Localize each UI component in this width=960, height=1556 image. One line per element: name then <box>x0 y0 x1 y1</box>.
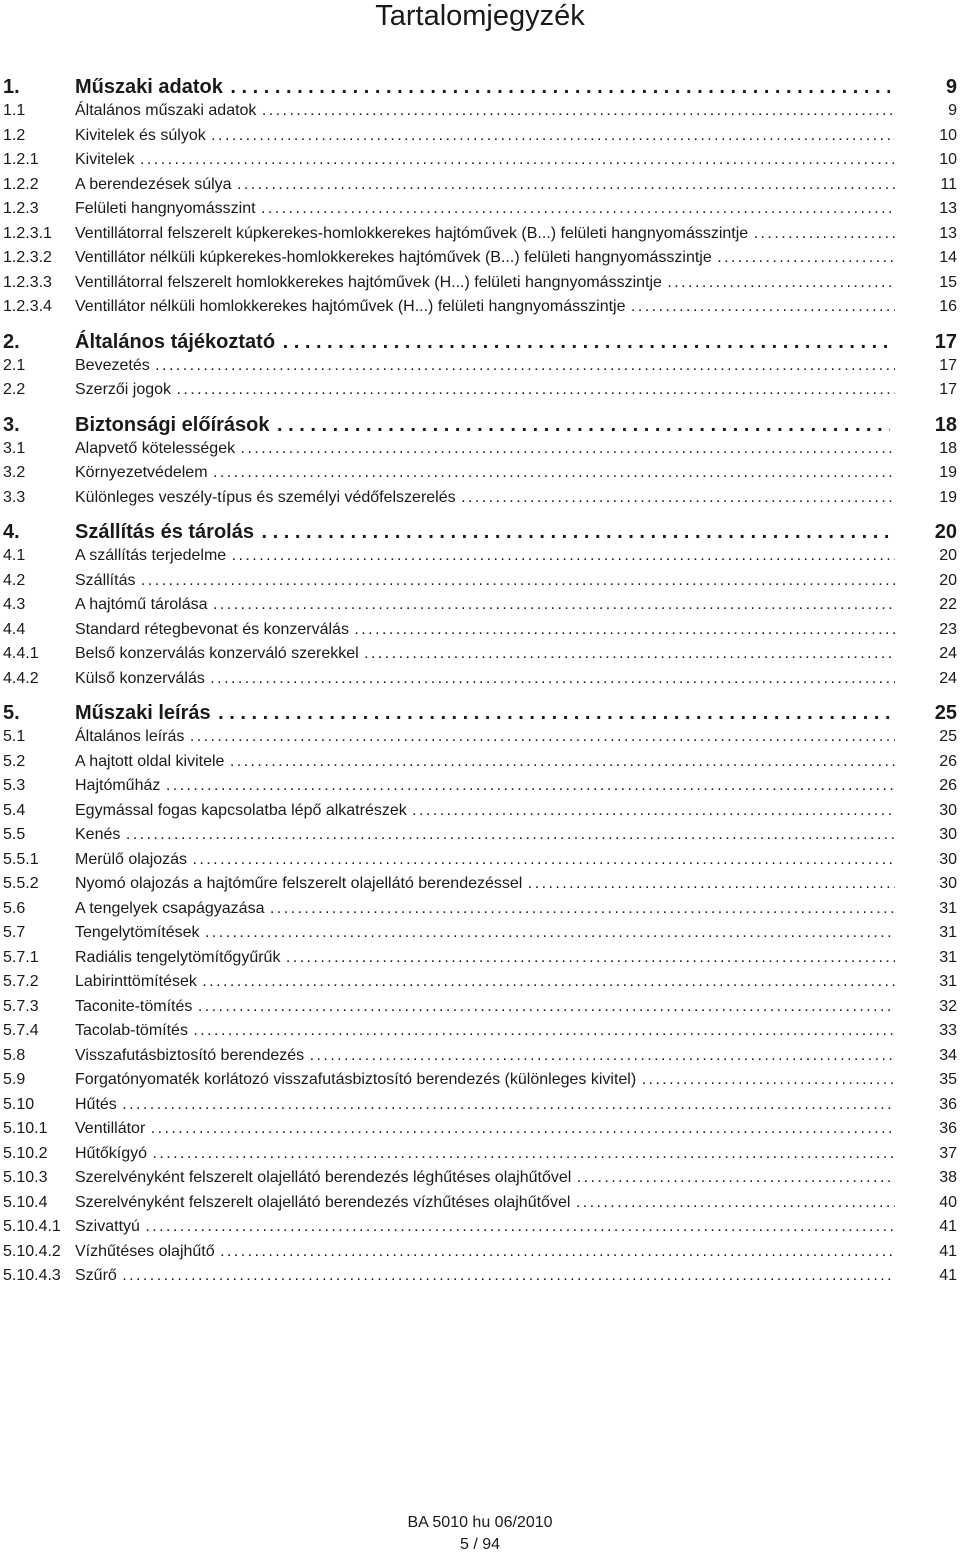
toc-number: 5.10.1 <box>3 1120 48 1137</box>
toc-number: 5.7.4 <box>3 1022 39 1039</box>
toc-entry[interactable] <box>0 487 960 509</box>
toc-title: Kivitelek és súlyok <box>75 126 206 144</box>
toc-leader <box>75 824 895 846</box>
toc-leader <box>75 800 895 822</box>
toc-page-number: 17 <box>934 330 957 353</box>
toc-leader <box>75 1118 895 1140</box>
toc-number: 4.1 <box>3 547 26 564</box>
toc-title: A berendezések súlya <box>75 175 232 193</box>
page-title: Tartalomjegyzék <box>375 0 585 32</box>
toc-number: 5.10.4 <box>3 1193 48 1211</box>
toc-leader <box>75 438 895 460</box>
toc-entry[interactable] <box>0 800 960 822</box>
toc-number: 3.2 <box>3 464 26 481</box>
toc-entry[interactable] <box>0 1045 960 1067</box>
toc-title: Egymással fogas kapcsolatba lépő alkatrészek <box>75 801 407 819</box>
toc-entry[interactable] <box>0 149 960 171</box>
toc-leader <box>75 1192 895 1214</box>
toc-entry[interactable] <box>0 1241 960 1263</box>
toc-entry[interactable] <box>0 1265 960 1287</box>
toc-number: 5.10.4.1 <box>3 1218 61 1235</box>
toc-title: A szállítás terjedelme <box>75 547 227 564</box>
toc-page-number: 26 <box>939 752 957 770</box>
toc-leader <box>75 751 895 773</box>
toc-page-number: 31 <box>939 924 957 941</box>
toc-entry[interactable] <box>0 1192 960 1214</box>
toc-entry[interactable] <box>0 379 960 401</box>
toc-page-number: 19 <box>939 464 957 481</box>
toc-leader <box>75 700 890 726</box>
toc-title: Alapvető kötelességek <box>75 439 236 457</box>
toc-number: 4.4.2 <box>3 669 39 687</box>
toc-page-number: 17 <box>939 381 957 398</box>
toc-leader <box>75 726 895 748</box>
toc-leader <box>75 545 895 567</box>
toc-page-number: 20 <box>939 571 957 589</box>
toc-leader <box>75 100 895 122</box>
toc-entry[interactable] <box>0 668 960 690</box>
toc-number: 5.4 <box>3 801 26 819</box>
toc-entry[interactable] <box>0 1118 960 1140</box>
toc-number: 5.10 <box>3 1095 35 1113</box>
toc-page-number: 31 <box>939 948 957 966</box>
toc-leader <box>75 1045 895 1067</box>
toc-title: Szállítás és tárolás <box>75 521 254 543</box>
toc-title: Szerzői jogok <box>75 381 172 398</box>
toc-entry[interactable] <box>0 174 960 196</box>
toc-leader <box>75 668 895 690</box>
toc-entry[interactable] <box>0 1143 960 1165</box>
toc-entry[interactable] <box>0 125 960 147</box>
toc-title: Szerelvényként felszerelt olajellátó berendezés vízhűtéses olajhűtővel <box>75 1193 571 1211</box>
toc-page-number: 9 <box>945 76 957 98</box>
toc-number: 5.3 <box>3 777 26 794</box>
toc-title: Hűtés <box>75 1095 117 1113</box>
toc-page-number: 33 <box>939 1022 957 1039</box>
toc-number: 5.1 <box>3 728 26 745</box>
toc-leader <box>75 971 895 993</box>
toc-leader <box>75 898 895 920</box>
toc-entry[interactable] <box>0 619 960 641</box>
toc-page-number: 36 <box>939 1120 957 1137</box>
toc-title: Forgatónyomaték korlátozó visszafutásbiztosító berendezés (különleges kivitel) <box>75 1071 637 1088</box>
toc-leader <box>75 519 890 545</box>
toc-entry[interactable] <box>0 355 960 377</box>
toc-page-number: 25 <box>939 728 957 745</box>
toc-number: 5.6 <box>3 899 26 917</box>
toc-leader <box>75 1241 895 1263</box>
toc-entry[interactable] <box>0 922 960 944</box>
toc-number: 5.2 <box>3 752 26 770</box>
toc-page-number: 40 <box>939 1193 957 1211</box>
toc-leader <box>75 379 895 401</box>
toc-leader <box>75 873 895 895</box>
toc-leader <box>75 247 895 269</box>
toc-title: Felületi hangnyomásszint <box>75 200 256 217</box>
toc-leader <box>75 174 895 196</box>
toc-leader <box>75 412 890 438</box>
toc-entry[interactable] <box>0 751 960 773</box>
toc-number: 5.5.1 <box>3 850 39 868</box>
toc-title: Radiális tengelytömítőgyűrűk <box>75 948 281 966</box>
toc-title: A tengelyek csapágyazása <box>75 899 265 917</box>
toc-title: A hajtott oldal kivitele <box>75 752 225 770</box>
toc-number: 5.10.2 <box>3 1144 48 1162</box>
toc-page-number: 31 <box>939 899 957 917</box>
toc-page-number: 26 <box>939 777 957 794</box>
toc-number: 1.2.3 <box>3 200 39 217</box>
toc-page-number: 20 <box>934 521 957 543</box>
toc-leader <box>75 296 895 318</box>
toc-number: 5.7.2 <box>3 973 39 990</box>
toc-entry[interactable] <box>0 1094 960 1116</box>
toc-number: 5.10.4.3 <box>3 1267 61 1284</box>
toc-page-number: 19 <box>939 488 957 506</box>
toc-chapter[interactable] <box>0 329 960 355</box>
toc-number: 5.5.2 <box>3 875 39 892</box>
toc-leader <box>75 487 895 509</box>
toc-entry[interactable] <box>0 643 960 665</box>
toc-entry[interactable] <box>0 947 960 969</box>
toc-title: Vízhűtéses olajhűtő <box>75 1242 215 1260</box>
toc-page-number: 34 <box>939 1046 957 1064</box>
toc-page-number: 23 <box>939 620 957 638</box>
toc-page-number: 10 <box>939 151 957 168</box>
toc-entry[interactable] <box>0 272 960 294</box>
toc-entry[interactable] <box>0 1020 960 1042</box>
toc-leader <box>75 947 895 969</box>
toc-page-number: 30 <box>939 875 957 892</box>
toc-leader <box>75 775 895 797</box>
toc-number: 1.2.3.1 <box>3 224 52 242</box>
toc-chapter[interactable] <box>0 519 960 545</box>
toc-number: 1.2.3.4 <box>3 298 52 315</box>
toc-chapter[interactable] <box>0 412 960 438</box>
toc-entry[interactable] <box>0 1167 960 1189</box>
toc-page-number: 13 <box>939 224 957 242</box>
toc-title: Külső konzerválás <box>75 669 205 687</box>
toc-title: Ventillátor nélküli kúpkerekes-homlokkerekes hajtóművek (B...) felületi hangnyomásszintje <box>75 249 712 266</box>
toc-page-number: 38 <box>939 1169 957 1186</box>
toc-page-number: 15 <box>939 273 957 291</box>
toc-number: 5.7.3 <box>3 997 39 1015</box>
toc-title: Standard rétegbevonat és konzerválás <box>75 620 349 638</box>
toc-number: 4.4.1 <box>3 645 39 662</box>
toc-chapter[interactable] <box>0 700 960 726</box>
toc-number: 5.9 <box>3 1071 26 1088</box>
toc-chapter[interactable] <box>0 74 960 100</box>
toc-number: 5.5 <box>3 826 26 843</box>
toc-entry[interactable] <box>0 726 960 748</box>
toc-title: Általános leírás <box>75 728 185 745</box>
toc-title: Tacolab-tömítés <box>75 1022 188 1039</box>
toc-number: 5. <box>3 702 20 724</box>
toc-page-number: 30 <box>939 826 957 843</box>
toc-number: 1.2.3.3 <box>3 273 52 291</box>
toc-title: Taconite-tömítés <box>75 997 193 1015</box>
toc-entry[interactable] <box>0 223 960 245</box>
toc-title: Ventillátor nélküli homlokkerekes hajtóművek (H...) felületi hangnyomásszintje <box>75 298 626 315</box>
toc-page-number: 41 <box>939 1267 957 1284</box>
toc-title: Hűtőkígyó <box>75 1144 148 1162</box>
toc-title: Különleges veszély-típus és személyi védőfelszerelés <box>75 488 456 506</box>
toc-leader <box>75 74 890 100</box>
toc-page-number: 18 <box>939 439 957 457</box>
toc-page-number: 17 <box>939 356 957 374</box>
toc-page-number: 30 <box>939 801 957 819</box>
toc-entry[interactable] <box>0 545 960 567</box>
toc-number: 3. <box>3 413 20 436</box>
toc-leader <box>75 996 895 1018</box>
toc-page-number: 13 <box>939 200 957 217</box>
toc-leader <box>75 198 895 220</box>
toc-page-number: 9 <box>948 102 957 119</box>
toc-leader <box>75 223 895 245</box>
toc-title: Belső konzerválás konzerváló szerekkel <box>75 645 359 662</box>
toc-number: 1. <box>3 76 20 98</box>
toc-entry[interactable] <box>0 898 960 920</box>
toc-title: Szivattyú <box>75 1218 140 1235</box>
toc-leader <box>75 1216 895 1238</box>
toc-page-number: 25 <box>934 702 957 724</box>
toc-page-number: 35 <box>939 1071 957 1088</box>
toc-number: 1.1 <box>3 102 26 119</box>
toc-number: 5.8 <box>3 1046 26 1064</box>
toc-number: 2. <box>3 330 20 353</box>
toc-title: Környezetvédelem <box>75 464 208 481</box>
toc-entry[interactable] <box>0 100 960 122</box>
toc-page-number: 41 <box>939 1218 957 1235</box>
toc-leader <box>75 1020 895 1042</box>
toc-title: Ventillátor <box>75 1120 146 1137</box>
toc-title: Szállítás <box>75 571 136 589</box>
toc-leader <box>75 619 895 641</box>
toc-number: 5.10.4.2 <box>3 1242 61 1260</box>
toc-title: Kivitelek <box>75 151 135 168</box>
toc-number: 5.7.1 <box>3 948 39 966</box>
toc-number: 3.3 <box>3 488 26 506</box>
toc-leader <box>75 329 890 355</box>
toc-entry[interactable] <box>0 849 960 871</box>
toc-leader <box>75 1069 895 1091</box>
toc-leader <box>75 1143 895 1165</box>
toc-leader <box>75 849 895 871</box>
toc-entry[interactable] <box>0 462 960 484</box>
toc-title: Kenés <box>75 826 121 843</box>
toc-title: Tengelytömítések <box>75 924 200 941</box>
toc-number: 1.2.3.2 <box>3 249 52 266</box>
toc-entry[interactable] <box>0 1216 960 1238</box>
toc-title: Labirinttömítések <box>75 973 197 990</box>
toc-entry[interactable] <box>0 594 960 616</box>
toc-page-number: 20 <box>939 547 957 564</box>
toc-entry[interactable] <box>0 438 960 460</box>
toc-entry[interactable] <box>0 570 960 592</box>
toc-page-number: 10 <box>939 126 957 144</box>
toc-page-number: 24 <box>939 645 957 662</box>
toc-page-number: 24 <box>939 669 957 687</box>
toc-title: Általános műszaki adatok <box>75 102 257 119</box>
toc-title: Műszaki leírás <box>75 702 211 724</box>
toc-page-number: 31 <box>939 973 957 990</box>
toc-leader <box>75 272 895 294</box>
toc-title: Biztonsági előírások <box>75 413 270 436</box>
toc-number: 1.2 <box>3 126 26 144</box>
toc-number: 2.1 <box>3 356 26 374</box>
toc-title: Visszafutásbiztosító berendezés <box>75 1046 305 1064</box>
toc-entry[interactable] <box>0 996 960 1018</box>
toc-entry[interactable] <box>0 1069 960 1091</box>
toc-leader <box>75 355 895 377</box>
toc-page-number: 16 <box>939 298 957 315</box>
toc-entry[interactable] <box>0 824 960 846</box>
toc-number: 4.4 <box>3 620 26 638</box>
toc-leader <box>75 1265 895 1287</box>
toc-page-number: 14 <box>939 249 957 266</box>
toc-entry[interactable] <box>0 873 960 895</box>
toc-leader <box>75 594 895 616</box>
toc-title: Szűrő <box>75 1267 117 1284</box>
toc-leader <box>75 643 895 665</box>
footer-page-number: 5 / 94 <box>459 1536 501 1553</box>
toc-title: Hajtóműház <box>75 777 161 794</box>
toc-leader <box>75 125 895 147</box>
toc-entry[interactable] <box>0 296 960 318</box>
toc-number: 3.1 <box>3 439 26 457</box>
toc-title: Merülő olajozás <box>75 850 188 868</box>
toc-leader <box>75 1167 895 1189</box>
toc-number: 1.2.1 <box>3 151 39 168</box>
toc-number: 5.10.3 <box>3 1169 48 1186</box>
toc-number: 4. <box>3 521 20 543</box>
toc-title: Szerelvényként felszerelt olajellátó berendezés léghűtéses olajhűtővel <box>75 1169 572 1186</box>
toc-leader <box>75 922 895 944</box>
toc-title: Bevezetés <box>75 356 150 374</box>
toc-page-number: 41 <box>939 1242 957 1260</box>
toc-entry[interactable] <box>0 971 960 993</box>
toc-number: 5.7 <box>3 924 26 941</box>
toc-page-number: 32 <box>939 997 957 1015</box>
toc-entry[interactable] <box>0 775 960 797</box>
toc-number: 1.2.2 <box>3 175 39 193</box>
toc-title: Ventillátorral felszerelt homlokkerekes hajtóművek (H...) felületi hangnyomásszintje <box>75 273 662 291</box>
toc-page-number: 36 <box>939 1095 957 1113</box>
toc-entry[interactable] <box>0 247 960 269</box>
toc-number: 4.2 <box>3 571 26 589</box>
footer-doc-id: BA 5010 hu 06/2010 <box>407 1514 553 1531</box>
toc-title: Nyomó olajozás a hajtóműre felszerelt olajellátó berendezéssel <box>75 875 523 892</box>
toc-leader <box>75 462 895 484</box>
toc-page-number: 18 <box>934 413 957 436</box>
toc-number: 2.2 <box>3 381 26 398</box>
toc-page-number: 22 <box>939 596 957 613</box>
toc-number: 4.3 <box>3 596 26 613</box>
toc-page-number: 37 <box>939 1144 957 1162</box>
toc-leader <box>75 149 895 171</box>
toc-title: Műszaki adatok <box>75 76 223 98</box>
toc-page-number: 11 <box>940 175 957 193</box>
toc-entry[interactable] <box>0 198 960 220</box>
toc-leader <box>75 1094 895 1116</box>
toc-leader <box>75 570 895 592</box>
toc-title: Ventillátorral felszerelt kúpkerekes-homlokkerekes hajtóművek (B...) felületi hangnyomásszintje <box>75 224 749 242</box>
toc-page-number: 30 <box>939 850 957 868</box>
toc-title: Általános tájékoztató <box>75 330 276 353</box>
toc-title: A hajtómű tárolása <box>75 596 208 613</box>
